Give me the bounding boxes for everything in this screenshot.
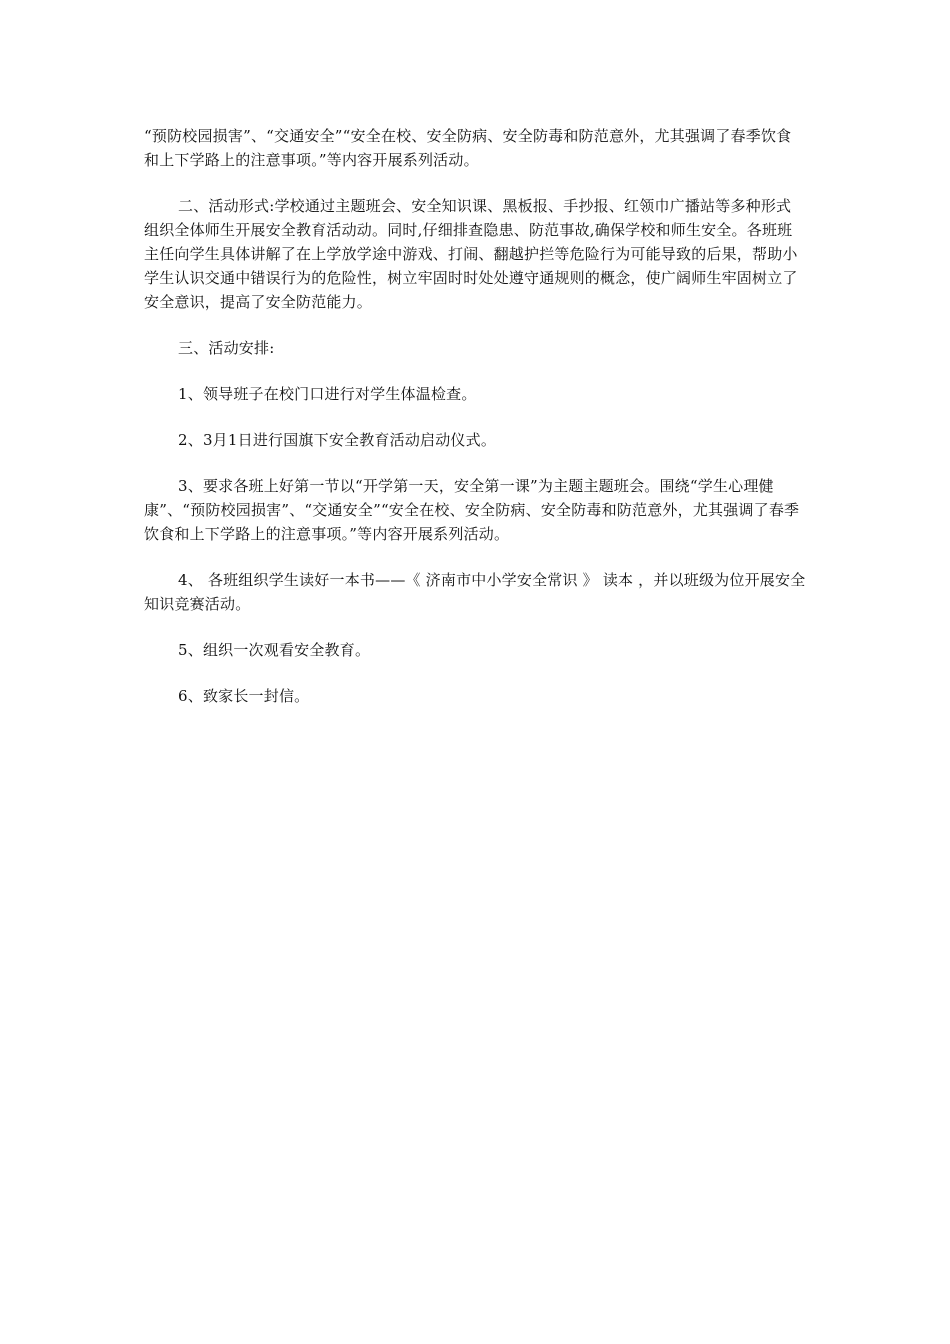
list-item-4: 4、 各班组织学生读好一本书——《 济南市中小学安全常识 》 读本 ，并以班级为位开展安全知识竞赛活动。 [144, 571, 806, 613]
list-item-6: 6、致家长一封信。 [178, 687, 310, 705]
list-item-3: 3、要求各班上好第一节以“开学第一天，安全第一课”为主题主题班会。围绕“学生心理健康”、“预防校园损害”、“交通安全”“安全在校、安全防病、安全防毒和防范意外，尤其强调了春季饮食和上下学路上的注意事项。”等内容开展系列活动。 [144, 477, 800, 543]
list-item-2: 2、3月1日进行国旗下安全教育活动启动仪式。 [178, 431, 497, 449]
list-item-1: 1、领导班子在校门口进行对学生体温检查。 [178, 385, 477, 403]
paragraph-continuation: “预防校园损害”、“交通安全”“安全在校、安全防病、安全防毒和防范意外，尤其强调了春季饮食和上下学路上的注意事项。”等内容开展系列活动。 [144, 127, 792, 169]
paragraph-activity-form: 二、活动形式:学校通过主题班会、安全知识课、黑板报、手抄报、红领巾广播站等多种形式组织全体师生开展安全教育活动动。同时,仔细排查隐患、防范事故,确保学校和师生安全。各班班主任向学生具体讲解了在上学放学途中游戏、打闹、翻越护拦等危险行为可能导致的后果，帮助小学生认识交通中错误行为的危险性，树立牢固时时处处遵守通规则的概念，使广阔师生牢固树立了安全意识，提高了安全防范能力。 [144, 197, 798, 311]
paragraph-activity-arrangement-heading: 三、活动安排: [178, 339, 275, 357]
document-body [144, 124, 806, 730]
list-item-5: 5、组织一次观看安全教育。 [178, 641, 371, 659]
